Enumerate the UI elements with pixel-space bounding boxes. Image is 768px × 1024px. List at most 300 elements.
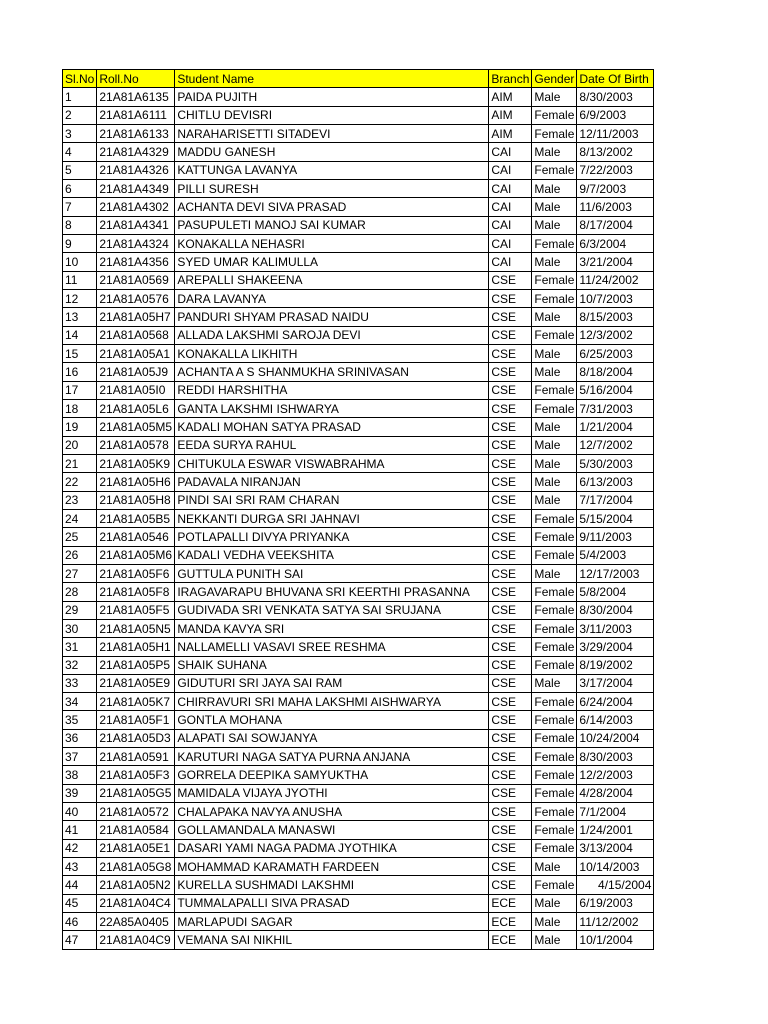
cell-date-of-birth[interactable]: 4/15/2004 — [577, 876, 654, 894]
cell-date-of-birth[interactable]: 6/13/2003 — [577, 473, 654, 491]
cell-date-of-birth[interactable]: 11/24/2002 — [577, 271, 654, 289]
table-row — [63, 124, 654, 142]
cell-date-of-birth[interactable]: 8/19/2002 — [577, 656, 654, 674]
cell-student-name[interactable]: MANDA KAVYA SRI — [175, 619, 489, 637]
cell-date-of-birth[interactable]: 5/8/2004 — [577, 583, 654, 601]
cell-sl-no[interactable]: 42 — [63, 839, 97, 857]
cell-sl-no[interactable]: 39 — [63, 784, 97, 802]
cell-student-name[interactable]: SHAIK SUHANA — [175, 656, 489, 674]
cell-gender[interactable]: Male — [532, 216, 577, 234]
cell-student-name[interactable]: GUTTULA PUNITH SAI — [175, 564, 489, 582]
cell-sl-no[interactable]: 25 — [63, 528, 97, 546]
cell-branch[interactable]: AIM — [489, 106, 532, 124]
cell-branch[interactable]: CSE — [489, 473, 532, 491]
cell-branch[interactable]: CSE — [489, 784, 532, 802]
cell-date-of-birth[interactable]: 1/24/2001 — [577, 821, 654, 839]
cell-roll-no[interactable]: 21A81A05H8 — [97, 491, 175, 509]
cell-gender[interactable]: Male — [532, 473, 577, 491]
cell-date-of-birth[interactable]: 3/11/2003 — [577, 619, 654, 637]
cell-branch[interactable]: CSE — [489, 729, 532, 747]
cell-gender[interactable]: Male — [532, 418, 577, 436]
cell-student-name[interactable]: VEMANA SAI NIKHIL — [175, 931, 489, 949]
cell-sl-no[interactable]: 37 — [63, 748, 97, 766]
cell-branch[interactable]: CSE — [489, 491, 532, 509]
cell-gender[interactable]: Female — [532, 381, 577, 399]
cell-gender[interactable]: Female — [532, 748, 577, 766]
cell-branch[interactable]: CSE — [489, 289, 532, 307]
cell-branch[interactable]: CSE — [489, 821, 532, 839]
cell-gender[interactable]: Female — [532, 711, 577, 729]
cell-date-of-birth[interactable]: 11/6/2003 — [577, 198, 654, 216]
cell-branch[interactable]: CSE — [489, 803, 532, 821]
cell-student-name[interactable]: MADDU GANESH — [175, 143, 489, 161]
cell-student-name[interactable]: REDDI HARSHITHA — [175, 381, 489, 399]
cell-date-of-birth[interactable]: 6/14/2003 — [577, 711, 654, 729]
cell-roll-no[interactable]: 21A81A05K9 — [97, 454, 175, 472]
cell-gender[interactable]: Female — [532, 803, 577, 821]
cell-date-of-birth[interactable]: 7/31/2003 — [577, 399, 654, 417]
cell-gender[interactable]: Female — [532, 876, 577, 894]
cell-branch[interactable]: CAI — [489, 161, 532, 179]
cell-sl-no[interactable]: 27 — [63, 564, 97, 582]
cell-sl-no[interactable]: 40 — [63, 803, 97, 821]
cell-gender[interactable]: Female — [532, 601, 577, 619]
cell-branch[interactable]: CSE — [489, 656, 532, 674]
cell-student-name[interactable]: GORRELA DEEPIKA SAMYUKTHA — [175, 766, 489, 784]
cell-student-name[interactable]: PAIDA PUJITH — [175, 88, 489, 106]
cell-branch[interactable]: CSE — [489, 858, 532, 876]
cell-date-of-birth[interactable]: 5/4/2003 — [577, 546, 654, 564]
cell-roll-no[interactable]: 21A81A4356 — [97, 253, 175, 271]
cell-branch[interactable]: CSE — [489, 454, 532, 472]
cell-branch[interactable]: CSE — [489, 638, 532, 656]
header-roll-no[interactable]: Roll.No — [97, 70, 175, 88]
cell-roll-no[interactable]: 21A81A6135 — [97, 88, 175, 106]
cell-roll-no[interactable]: 21A81A0546 — [97, 528, 175, 546]
cell-branch[interactable]: CSE — [489, 381, 532, 399]
cell-sl-no[interactable]: 10 — [63, 253, 97, 271]
cell-branch[interactable]: CSE — [489, 766, 532, 784]
cell-roll-no[interactable]: 21A81A05P5 — [97, 656, 175, 674]
cell-branch[interactable]: CSE — [489, 418, 532, 436]
cell-date-of-birth[interactable]: 8/18/2004 — [577, 363, 654, 381]
cell-roll-no[interactable]: 21A81A05G5 — [97, 784, 175, 802]
cell-date-of-birth[interactable]: 6/3/2004 — [577, 234, 654, 252]
cell-branch[interactable]: ECE — [489, 894, 532, 912]
cell-branch[interactable]: CSE — [489, 619, 532, 637]
cell-branch[interactable]: AIM — [489, 88, 532, 106]
cell-branch[interactable]: CSE — [489, 601, 532, 619]
cell-sl-no[interactable]: 22 — [63, 473, 97, 491]
cell-branch[interactable]: CSE — [489, 564, 532, 582]
cell-date-of-birth[interactable]: 7/1/2004 — [577, 803, 654, 821]
cell-roll-no[interactable]: 21A81A05M5 — [97, 418, 175, 436]
cell-sl-no[interactable]: 44 — [63, 876, 97, 894]
cell-roll-no[interactable]: 21A81A4324 — [97, 234, 175, 252]
cell-gender[interactable]: Male — [532, 491, 577, 509]
cell-roll-no[interactable]: 21A81A05N2 — [97, 876, 175, 894]
cell-date-of-birth[interactable]: 3/17/2004 — [577, 674, 654, 692]
cell-branch[interactable]: AIM — [489, 124, 532, 142]
table-row — [63, 839, 654, 857]
header-branch[interactable]: Branch — [489, 70, 532, 88]
cell-roll-no[interactable]: 21A81A05H6 — [97, 473, 175, 491]
cell-roll-no[interactable]: 21A81A05F8 — [97, 583, 175, 601]
cell-student-name[interactable]: NEKKANTI DURGA SRI JAHNAVI — [175, 509, 489, 527]
cell-roll-no[interactable]: 21A81A04C9 — [97, 931, 175, 949]
cell-student-name[interactable]: KONAKALLA NEHASRI — [175, 234, 489, 252]
table-row — [63, 381, 654, 399]
cell-student-name[interactable]: MOHAMMAD KARAMATH FARDEEN — [175, 858, 489, 876]
cell-branch[interactable]: CSE — [489, 308, 532, 326]
cell-student-name[interactable]: AREPALLI SHAKEENA — [175, 271, 489, 289]
cell-sl-no[interactable]: 26 — [63, 546, 97, 564]
cell-branch[interactable]: CSE — [489, 363, 532, 381]
table-row — [63, 564, 654, 582]
cell-branch[interactable]: CSE — [489, 711, 532, 729]
cell-date-of-birth[interactable]: 3/21/2004 — [577, 253, 654, 271]
cell-gender[interactable]: Female — [532, 509, 577, 527]
cell-sl-no[interactable]: 47 — [63, 931, 97, 949]
cell-date-of-birth[interactable]: 10/1/2004 — [577, 931, 654, 949]
cell-sl-no[interactable]: 2 — [63, 106, 97, 124]
cell-branch[interactable]: CSE — [489, 344, 532, 362]
cell-sl-no[interactable]: 18 — [63, 399, 97, 417]
cell-gender[interactable]: Female — [532, 546, 577, 564]
cell-gender[interactable]: Female — [532, 656, 577, 674]
cell-date-of-birth[interactable]: 12/7/2002 — [577, 436, 654, 454]
cell-gender[interactable]: Female — [532, 693, 577, 711]
cell-roll-no[interactable]: 21A81A4326 — [97, 161, 175, 179]
cell-roll-no[interactable]: 21A81A6111 — [97, 106, 175, 124]
cell-student-name[interactable]: GUDIVADA SRI VENKATA SATYA SAI SRUJANA — [175, 601, 489, 619]
cell-student-name[interactable]: KATTUNGA LAVANYA — [175, 161, 489, 179]
cell-student-name[interactable]: GANTA LAKSHMI ISHWARYA — [175, 399, 489, 417]
cell-sl-no[interactable]: 14 — [63, 326, 97, 344]
cell-branch[interactable]: CSE — [489, 693, 532, 711]
cell-roll-no[interactable]: 21A81A4302 — [97, 198, 175, 216]
cell-branch[interactable]: CAI — [489, 216, 532, 234]
cell-student-name[interactable]: IRAGAVARAPU BHUVANA SRI KEERTHI PRASANNA — [175, 583, 489, 601]
cell-gender[interactable]: Male — [532, 913, 577, 931]
cell-sl-no[interactable]: 19 — [63, 418, 97, 436]
cell-student-name[interactable]: CHIRRAVURI SRI MAHA LAKSHMI AISHWARYA — [175, 693, 489, 711]
cell-branch[interactable]: CSE — [489, 748, 532, 766]
table-row — [63, 766, 654, 784]
cell-gender[interactable]: Female — [532, 638, 577, 656]
cell-branch[interactable]: ECE — [489, 913, 532, 931]
cell-student-name[interactable]: EEDA SURYA RAHUL — [175, 436, 489, 454]
cell-student-name[interactable]: ACHANTA A S SHANMUKHA SRINIVASAN — [175, 363, 489, 381]
cell-date-of-birth[interactable]: 9/7/2003 — [577, 179, 654, 197]
cell-date-of-birth[interactable]: 12/17/2003 — [577, 564, 654, 582]
cell-gender[interactable]: Female — [532, 106, 577, 124]
cell-roll-no[interactable]: 21A81A05D3 — [97, 729, 175, 747]
cell-student-name[interactable]: GOLLAMANDALA MANASWI — [175, 821, 489, 839]
cell-branch[interactable]: ECE — [489, 931, 532, 949]
cell-roll-no[interactable]: 21A81A05F1 — [97, 711, 175, 729]
cell-date-of-birth[interactable]: 7/17/2004 — [577, 491, 654, 509]
cell-student-name[interactable]: PILLI SURESH — [175, 179, 489, 197]
cell-roll-no[interactable]: 21A81A04C4 — [97, 894, 175, 912]
cell-date-of-birth[interactable]: 4/28/2004 — [577, 784, 654, 802]
cell-student-name[interactable]: DARA LAVANYA — [175, 289, 489, 307]
cell-sl-no[interactable]: 23 — [63, 491, 97, 509]
cell-student-name[interactable]: SYED UMAR KALIMULLA — [175, 253, 489, 271]
cell-student-name[interactable]: ALAPATI SAI SOWJANYA — [175, 729, 489, 747]
cell-branch[interactable]: CAI — [489, 179, 532, 197]
cell-student-name[interactable]: PANDURI SHYAM PRASAD NAIDU — [175, 308, 489, 326]
cell-sl-no[interactable]: 20 — [63, 436, 97, 454]
cell-roll-no[interactable]: 21A81A0584 — [97, 821, 175, 839]
cell-gender[interactable]: Male — [532, 143, 577, 161]
cell-roll-no[interactable]: 21A81A05M6 — [97, 546, 175, 564]
cell-date-of-birth[interactable]: 6/9/2003 — [577, 106, 654, 124]
cell-sl-no[interactable]: 11 — [63, 271, 97, 289]
cell-student-name[interactable]: CHALAPAKA NAVYA ANUSHA — [175, 803, 489, 821]
cell-student-name[interactable]: POTLAPALLI DIVYA PRIYANKA — [175, 528, 489, 546]
cell-roll-no[interactable]: 21A81A05F6 — [97, 564, 175, 582]
cell-sl-no[interactable]: 36 — [63, 729, 97, 747]
cell-date-of-birth[interactable]: 6/24/2004 — [577, 693, 654, 711]
cell-student-name[interactable]: KADALI VEDHA VEEKSHITA — [175, 546, 489, 564]
cell-roll-no[interactable]: 21A81A4341 — [97, 216, 175, 234]
cell-gender[interactable]: Male — [532, 179, 577, 197]
cell-sl-no[interactable]: 30 — [63, 619, 97, 637]
cell-student-name[interactable]: GIDUTURI SRI JAYA SAI RAM — [175, 674, 489, 692]
cell-student-name[interactable]: GONTLA MOHANA — [175, 711, 489, 729]
cell-gender[interactable]: Female — [532, 234, 577, 252]
table-row — [63, 546, 654, 564]
cell-sl-no[interactable]: 32 — [63, 656, 97, 674]
cell-roll-no[interactable]: 21A81A0578 — [97, 436, 175, 454]
cell-sl-no[interactable]: 3 — [63, 124, 97, 142]
cell-gender[interactable]: Female — [532, 399, 577, 417]
cell-sl-no[interactable]: 34 — [63, 693, 97, 711]
cell-gender[interactable]: Female — [532, 124, 577, 142]
cell-sl-no[interactable]: 9 — [63, 234, 97, 252]
cell-roll-no[interactable]: 21A81A05A1 — [97, 344, 175, 362]
cell-sl-no[interactable]: 29 — [63, 601, 97, 619]
cell-sl-no[interactable]: 7 — [63, 198, 97, 216]
cell-roll-no[interactable]: 21A81A05H7 — [97, 308, 175, 326]
cell-roll-no[interactable]: 21A81A4349 — [97, 179, 175, 197]
cell-gender[interactable]: Male — [532, 308, 577, 326]
cell-gender[interactable]: Female — [532, 289, 577, 307]
cell-date-of-birth[interactable]: 5/30/2003 — [577, 454, 654, 472]
cell-student-name[interactable]: PASUPULETI MANOJ SAI KUMAR — [175, 216, 489, 234]
cell-gender[interactable]: Male — [532, 894, 577, 912]
header-student-name[interactable]: Student Name — [175, 70, 489, 88]
cell-date-of-birth[interactable]: 7/22/2003 — [577, 161, 654, 179]
table-row — [63, 858, 654, 876]
cell-date-of-birth[interactable]: 10/24/2004 — [577, 729, 654, 747]
cell-date-of-birth[interactable]: 8/15/2003 — [577, 308, 654, 326]
cell-sl-no[interactable]: 45 — [63, 894, 97, 912]
cell-gender[interactable]: Female — [532, 161, 577, 179]
cell-date-of-birth[interactable]: 12/2/2003 — [577, 766, 654, 784]
cell-branch[interactable]: CSE — [489, 436, 532, 454]
cell-gender[interactable]: Male — [532, 436, 577, 454]
cell-branch[interactable]: CSE — [489, 546, 532, 564]
cell-date-of-birth[interactable]: 10/7/2003 — [577, 289, 654, 307]
header-date-of-birth[interactable]: Date Of Birth — [577, 70, 654, 88]
cell-sl-no[interactable]: 16 — [63, 363, 97, 381]
cell-student-name[interactable]: ALLADA LAKSHMI SAROJA DEVI — [175, 326, 489, 344]
cell-date-of-birth[interactable]: 5/15/2004 — [577, 509, 654, 527]
cell-roll-no[interactable]: 21A81A05F3 — [97, 766, 175, 784]
cell-sl-no[interactable]: 12 — [63, 289, 97, 307]
cell-gender[interactable]: Male — [532, 858, 577, 876]
cell-student-name[interactable]: DASARI YAMI NAGA PADMA JYOTHIKA — [175, 839, 489, 857]
cell-branch[interactable]: CSE — [489, 839, 532, 857]
cell-roll-no[interactable]: 21A81A05G8 — [97, 858, 175, 876]
cell-gender[interactable]: Female — [532, 326, 577, 344]
cell-branch[interactable]: CSE — [489, 509, 532, 527]
cell-student-name[interactable]: MAMIDALA VIJAYA JYOTHI — [175, 784, 489, 802]
cell-date-of-birth[interactable]: 6/25/2003 — [577, 344, 654, 362]
cell-student-name[interactable]: KONAKALLA LIKHITH — [175, 344, 489, 362]
cell-sl-no[interactable]: 28 — [63, 583, 97, 601]
cell-sl-no[interactable]: 17 — [63, 381, 97, 399]
cell-branch[interactable]: CSE — [489, 876, 532, 894]
cell-roll-no[interactable]: 21A81A6133 — [97, 124, 175, 142]
cell-gender[interactable]: Female — [532, 528, 577, 546]
cell-date-of-birth[interactable]: 8/30/2003 — [577, 748, 654, 766]
cell-student-name[interactable]: KADALI MOHAN SATYA PRASAD — [175, 418, 489, 436]
cell-branch[interactable]: CAI — [489, 198, 532, 216]
table-row — [63, 601, 654, 619]
cell-branch[interactable]: CAI — [489, 143, 532, 161]
cell-branch[interactable]: CSE — [489, 583, 532, 601]
cell-branch[interactable]: CSE — [489, 674, 532, 692]
cell-roll-no[interactable]: 21A81A0568 — [97, 326, 175, 344]
cell-roll-no[interactable]: 21A81A05L6 — [97, 399, 175, 417]
cell-branch[interactable]: CAI — [489, 253, 532, 271]
cell-date-of-birth[interactable]: 3/29/2004 — [577, 638, 654, 656]
cell-roll-no[interactable]: 21A81A0569 — [97, 271, 175, 289]
cell-gender[interactable]: Female — [532, 271, 577, 289]
cell-date-of-birth[interactable]: 8/30/2004 — [577, 601, 654, 619]
cell-student-name[interactable]: KARUTURI NAGA SATYA PURNA ANJANA — [175, 748, 489, 766]
cell-gender[interactable]: Male — [532, 344, 577, 362]
cell-gender[interactable]: Male — [532, 674, 577, 692]
cell-student-name[interactable]: CHITUKULA ESWAR VISWABRAHMA — [175, 454, 489, 472]
cell-gender[interactable]: Male — [532, 564, 577, 582]
cell-gender[interactable]: Female — [532, 784, 577, 802]
cell-sl-no[interactable]: 4 — [63, 143, 97, 161]
cell-roll-no[interactable]: 21A81A05K7 — [97, 693, 175, 711]
cell-gender[interactable]: Male — [532, 198, 577, 216]
cell-gender[interactable]: Female — [532, 619, 577, 637]
cell-sl-no[interactable]: 1 — [63, 88, 97, 106]
cell-sl-no[interactable]: 35 — [63, 711, 97, 729]
cell-gender[interactable]: Male — [532, 931, 577, 949]
cell-gender[interactable]: Female — [532, 821, 577, 839]
cell-student-name[interactable]: KURELLA SUSHMADI LAKSHMI — [175, 876, 489, 894]
cell-date-of-birth[interactable]: 12/3/2002 — [577, 326, 654, 344]
cell-student-name[interactable]: NALLAMELLI VASAVI SREE RESHMA — [175, 638, 489, 656]
cell-gender[interactable]: Male — [532, 454, 577, 472]
cell-sl-no[interactable]: 31 — [63, 638, 97, 656]
cell-roll-no[interactable]: 21A81A05J9 — [97, 363, 175, 381]
table-row — [63, 473, 654, 491]
cell-roll-no[interactable]: 21A81A05N5 — [97, 619, 175, 637]
cell-roll-no[interactable]: 21A81A0572 — [97, 803, 175, 821]
cell-gender[interactable]: Male — [532, 253, 577, 271]
cell-gender[interactable]: Female — [532, 583, 577, 601]
cell-sl-no[interactable]: 5 — [63, 161, 97, 179]
cell-student-name[interactable]: PADAVALA NIRANJAN — [175, 473, 489, 491]
cell-date-of-birth[interactable]: 6/19/2003 — [577, 894, 654, 912]
cell-sl-no[interactable]: 21 — [63, 454, 97, 472]
table-row — [63, 326, 654, 344]
cell-date-of-birth[interactable]: 10/14/2003 — [577, 858, 654, 876]
cell-sl-no[interactable]: 41 — [63, 821, 97, 839]
cell-date-of-birth[interactable]: 3/13/2004 — [577, 839, 654, 857]
cell-date-of-birth[interactable]: 9/11/2003 — [577, 528, 654, 546]
cell-date-of-birth[interactable]: 5/16/2004 — [577, 381, 654, 399]
cell-roll-no[interactable]: 21A81A05I0 — [97, 381, 175, 399]
cell-sl-no[interactable]: 46 — [63, 913, 97, 931]
cell-branch[interactable]: CSE — [489, 528, 532, 546]
table-row — [63, 179, 654, 197]
cell-branch[interactable]: CSE — [489, 271, 532, 289]
cell-roll-no[interactable]: 21A81A05B5 — [97, 509, 175, 527]
cell-roll-no[interactable]: 21A81A0591 — [97, 748, 175, 766]
cell-sl-no[interactable]: 43 — [63, 858, 97, 876]
cell-sl-no[interactable]: 24 — [63, 509, 97, 527]
cell-sl-no[interactable]: 38 — [63, 766, 97, 784]
cell-roll-no[interactable]: 21A81A05H1 — [97, 638, 175, 656]
cell-gender[interactable]: Male — [532, 88, 577, 106]
cell-gender[interactable]: Male — [532, 363, 577, 381]
cell-branch[interactable]: CSE — [489, 399, 532, 417]
cell-roll-no[interactable]: 21A81A05F5 — [97, 601, 175, 619]
header-gender[interactable]: Gender — [532, 70, 577, 88]
cell-roll-no[interactable]: 21A81A05E1 — [97, 839, 175, 857]
cell-student-name[interactable]: PINDI SAI SRI RAM CHARAN — [175, 491, 489, 509]
cell-sl-no[interactable]: 13 — [63, 308, 97, 326]
cell-sl-no[interactable]: 6 — [63, 179, 97, 197]
cell-student-name[interactable]: ACHANTA DEVI SIVA PRASAD — [175, 198, 489, 216]
cell-date-of-birth[interactable]: 8/30/2003 — [577, 88, 654, 106]
cell-branch[interactable]: CAI — [489, 234, 532, 252]
cell-branch[interactable]: CSE — [489, 326, 532, 344]
cell-student-name[interactable]: NARAHARISETTI SITADEVI — [175, 124, 489, 142]
header-sl-no[interactable]: Sl.No — [63, 70, 97, 88]
cell-roll-no[interactable]: 21A81A05E9 — [97, 674, 175, 692]
cell-sl-no[interactable]: 8 — [63, 216, 97, 234]
cell-roll-no[interactable]: 22A85A0405 — [97, 913, 175, 931]
cell-sl-no[interactable]: 33 — [63, 674, 97, 692]
cell-student-name[interactable]: MARLAPUDI SAGAR — [175, 913, 489, 931]
cell-date-of-birth[interactable]: 8/17/2004 — [577, 216, 654, 234]
cell-roll-no[interactable]: 21A81A0576 — [97, 289, 175, 307]
cell-gender[interactable]: Female — [532, 766, 577, 784]
cell-date-of-birth[interactable]: 1/21/2004 — [577, 418, 654, 436]
cell-sl-no[interactable]: 15 — [63, 344, 97, 362]
cell-date-of-birth[interactable]: 11/12/2002 — [577, 913, 654, 931]
cell-gender[interactable]: Female — [532, 839, 577, 857]
cell-gender[interactable]: Female — [532, 729, 577, 747]
cell-student-name[interactable]: CHITLU DEVISRI — [175, 106, 489, 124]
cell-roll-no[interactable]: 21A81A4329 — [97, 143, 175, 161]
cell-date-of-birth[interactable]: 8/13/2002 — [577, 143, 654, 161]
table-row — [63, 216, 654, 234]
cell-student-name[interactable]: TUMMALAPALLI SIVA PRASAD — [175, 894, 489, 912]
cell-date-of-birth[interactable]: 12/11/2003 — [577, 124, 654, 142]
